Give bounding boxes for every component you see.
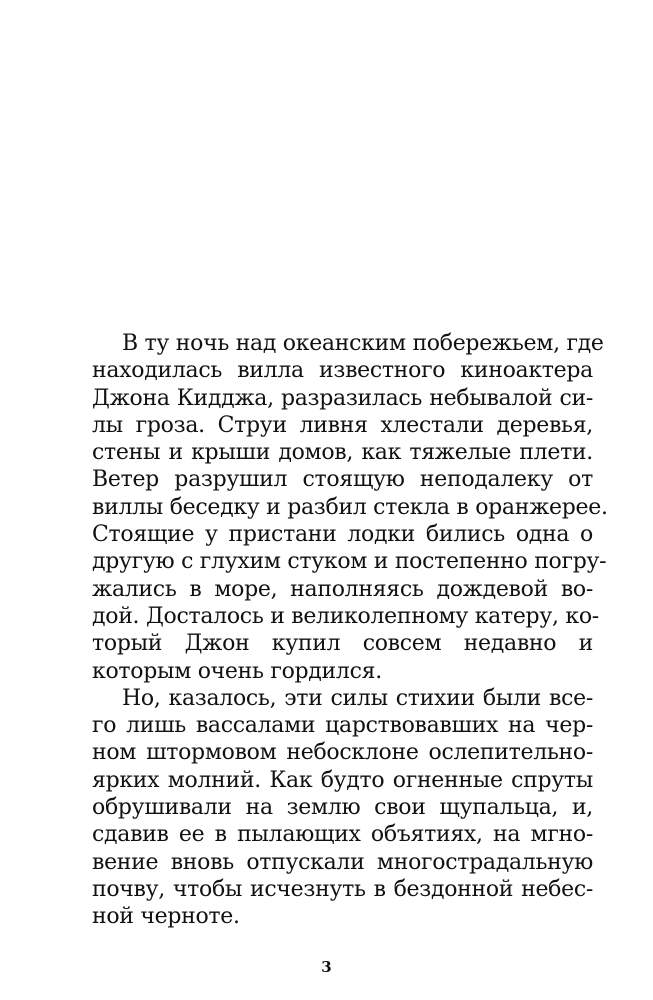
text-line: почву, чтобы исчезнуть в бездонной небес- (92, 876, 593, 902)
text-line: В ту ночь над океанским побережьем, где (122, 331, 604, 356)
text-line: жались в море, наполняясь дождевой во- (92, 576, 593, 602)
text-line: торый Джон купил совсем недавно и (92, 631, 593, 657)
page-number: 3 (321, 958, 332, 976)
text-line: лы гроза. Струи ливня хлестали деревья, (92, 412, 593, 438)
paragraph-1 (62, 330, 608, 685)
text-line: Но, казалось, эти силы стихии были все- (122, 685, 593, 711)
text-line: ной черноте. (92, 904, 240, 930)
text-line: которым очень гордился. (92, 658, 382, 684)
text-line: находилась вилла известного киноактера (92, 358, 593, 384)
text-line: обрушивали на землю свои щупальца, и, (92, 795, 593, 821)
text-line: Стоящие у пристани лодки бились одна о (92, 522, 593, 548)
text-line: го лишь вассалами царствовавших на чер- (92, 713, 593, 739)
text-line: ярких молний. Как будто огненные спруты (92, 767, 593, 793)
text-line: виллы беседку и разбил стекла в оранжерее. (92, 494, 608, 520)
text-line: дой. Досталось и великолепному катеру, ко- (92, 603, 599, 629)
paragraph-2 (62, 685, 593, 931)
text-line: сдавив ее в пылающих объятиях, на мгно- (92, 822, 593, 848)
text-line: другую с глухим стуком и постепенно погру- (92, 549, 607, 575)
text-line: Ветер разрушил стоящую неподалеку от (92, 467, 593, 493)
text-line: ном штормовом небосклоне ослепительно- (92, 740, 593, 766)
text-line: Джона Кидджа, разразилась небывалой си- (92, 385, 593, 411)
text-line: стены и крыши домов, как тяжелые плети. (92, 440, 593, 466)
text-line: вение вновь отпускали многострадальную (92, 849, 593, 875)
page-body (62, 330, 608, 931)
